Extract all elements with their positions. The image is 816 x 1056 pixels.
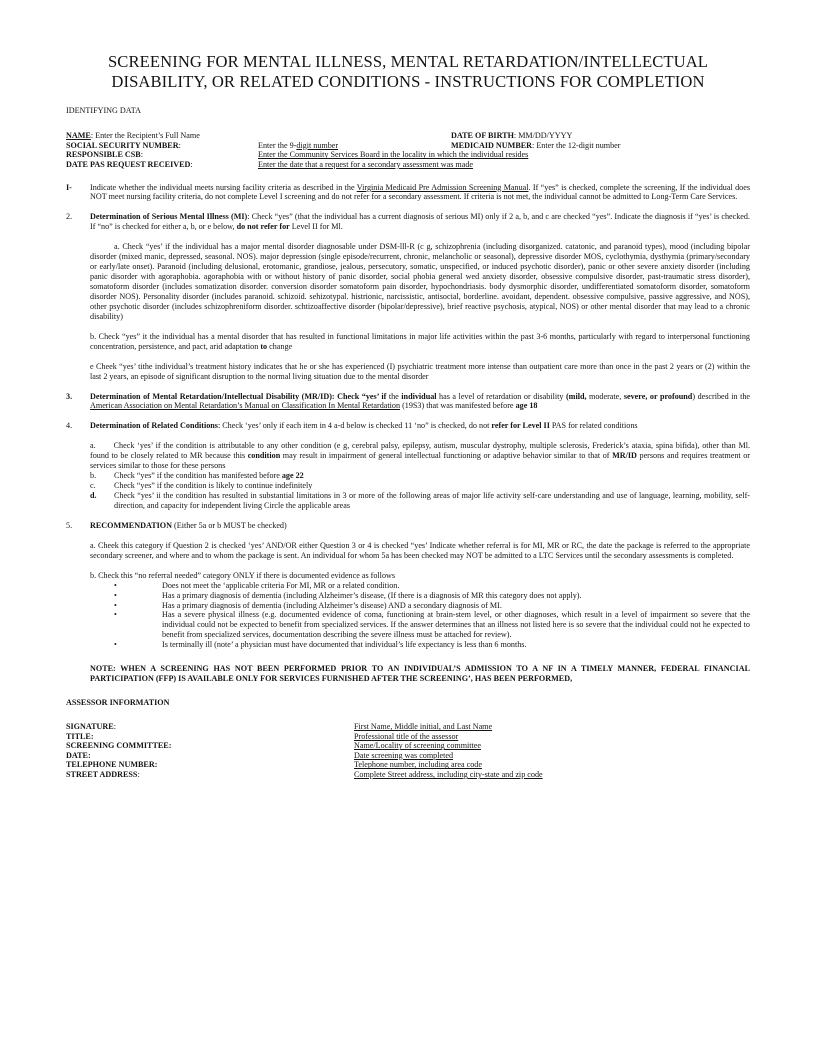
section-3-bold-3: severe, or profound	[623, 391, 693, 401]
section-2b-bold: to	[260, 341, 268, 351]
section-1-text-b: . If “yes” is checked, complete the screening, If the individual does NOT meet nursing facility criteria, do not complete Level I screening and do not refer for a secondary assessment. If criteria is not met, the individual cannot be admitted to Long-Term Care Services.	[90, 182, 750, 202]
pas-label-cell	[66, 160, 258, 170]
csb-value-cell	[258, 150, 750, 160]
pas-value-cell	[258, 160, 750, 170]
bullet-icon: •	[114, 600, 117, 610]
dob-cell	[451, 131, 750, 141]
table-row	[66, 770, 750, 780]
section-4-items	[90, 441, 750, 511]
address-colon: :	[137, 770, 140, 780]
ssn-text-1: Enter the 9-	[258, 140, 297, 150]
assessor-label	[66, 751, 354, 761]
dob-text: : MM/DD/YYYY	[513, 131, 573, 141]
table-row	[66, 751, 750, 761]
signature-value: First Name, Middle initial, and Last Name	[354, 722, 493, 732]
pas-manual-link: Virginia Medicaid Pre Admission Screening Manual	[356, 182, 529, 192]
assessor-label	[66, 741, 354, 751]
section-3-number: 3.	[66, 391, 73, 401]
section-4b	[90, 471, 750, 481]
section-5a: a. Cheek this category if Question 2 is checked ‘yes’ AND/OR either Question 3 or 4 is checked “yes’ Indicate whether referral is for MI, MR or RC, the date the package is referred to the appropriate secondary screener, and where and to whom the package is sent. An individual for whom 5a has been checked may NOT be admitted to a LTC Services until the secondary assessments is completed.	[90, 540, 750, 560]
section-4b-text	[114, 471, 750, 481]
section-4-heading: Determination of Related Conditions	[90, 421, 218, 431]
name-label: NAME	[66, 131, 91, 141]
list-item	[114, 640, 750, 650]
signature-label: SIGNATURE	[66, 722, 114, 732]
name-text: : Enter the Recipient’s Full Name	[90, 131, 200, 141]
list-item-text: Has a primary diagnosis of dementia (including Alzheimer’s disease, (If there is a diagnosis of MR this category does not apply).	[162, 590, 582, 600]
section-4c	[90, 481, 750, 491]
section-4a-bold: condition	[247, 451, 281, 461]
section-3-text-e: (19S3) that was manifested before	[400, 401, 516, 411]
section-4-text-a: : Check ‘yes’ only if each item in 4 a-d below is checked 11 ‘no” is checked, do not	[217, 421, 492, 431]
section-3-heading: Determination of Mental Retardation/Intellectual Disability (MR/ID): Check “yes’ if	[90, 391, 387, 401]
document-title	[66, 52, 750, 91]
section-4c-key: c.	[90, 481, 96, 491]
section-3-text-c: moderate,	[586, 391, 624, 401]
section-4-bold: refer for Level II	[491, 421, 550, 431]
ssn-value-cell	[258, 141, 451, 151]
list-item	[114, 610, 750, 640]
section-4a-text-b: may result in impairment of general intellectual functioning or adaptive behavior similar to that of	[280, 451, 613, 461]
table-row	[66, 732, 750, 742]
section-4a-bold-2: MR/ID	[612, 451, 637, 461]
section-4-text-b: PAS for related conditions	[549, 421, 638, 431]
bullet-icon: •	[114, 590, 117, 600]
committee-value: Name/Locality of screening committee	[354, 741, 482, 751]
title-line-1: SCREENING FOR MENTAL ILLNESS, MENTAL RETARDATION/INTELLECTUAL	[107, 52, 709, 71]
list-item	[114, 581, 750, 591]
list-item-text: Does not meet the ‘applicable criteria For MI, MR or a related condition.	[162, 580, 400, 590]
section-2b-text-b: change	[267, 341, 293, 351]
section-5-number: 5.	[66, 520, 73, 530]
section-2-text	[90, 212, 750, 232]
assessor-label	[66, 760, 354, 770]
section-4-number: 4.	[66, 421, 73, 431]
telephone-label: TELEPHONE NUMBER:	[66, 760, 158, 770]
section-4b-text-a: Check “yes” if the condition has manifested before	[114, 471, 282, 481]
bullet-icon: •	[114, 610, 117, 620]
section-4a	[90, 441, 750, 471]
section-2-text-a: : Check “yes” (that the individual has a current diagnosis of serious MI) only if 2 a, b, and c are checked “yes”. Indicate the diagnosis if “yes’ is checked. If “no” is checked for either a, b, or e below,	[90, 212, 750, 232]
section-3	[66, 392, 750, 412]
section-5-text-a: (Either 5a or b MUST be checked)	[172, 520, 287, 530]
section-3-text-a: the	[386, 391, 402, 401]
pas-text: Enter the date that a request for a secondary assessment was made	[258, 159, 474, 169]
medicaid-text: : Enter the 12-digit number	[532, 140, 621, 150]
aamr-manual-link: American Association on Mental Retardation’s Manual on Classification In Mental Retardation	[90, 401, 401, 411]
table-row	[66, 760, 750, 770]
section-2-number: 2.	[66, 212, 73, 222]
section-2-bold: do not refer for	[236, 222, 290, 232]
pas-label: DATE PAS REQUEST RECEIVED	[66, 159, 191, 169]
section-4c-text: Check “yes” if the condition is likely to continue indefinitely	[114, 481, 313, 491]
section-3-text-d: ) described in the	[692, 391, 750, 401]
bullet-icon: •	[114, 580, 117, 590]
section-4d	[90, 491, 750, 511]
list-item-text: Is terminally ill (note’ a physician must have documented that individual’s life expectancy is less than 6 months.	[162, 640, 527, 650]
ssn-text-2: digit number	[296, 140, 339, 150]
section-5-text	[90, 521, 750, 531]
list-item	[114, 601, 750, 611]
section-2-heading: Determination of Serious Mental Illness (MI)	[90, 212, 248, 222]
ssn-label-cell	[66, 141, 258, 151]
section-2a: a. Check “yes’ if the individual has a major mental disorder diagnosable under DSM-lll-R (c g, schizophrenia (including disorganized. catatonic, and paranoid types), mood (including bipolar disorder (mixed manic, depressed, seasonal. NOS). major depression (single episode/recurrent, chronic, melancholic or seasonal), depressive disorder MOS, cyclothymia, dysthymia (primary/secondary or early/late onset). Paranoid (including delusional, erotomanic, grandiose, jealous, persecutory, somatic, unspecified, or induced psychotic disorder), panic or other severe anxiety disorder (including panic disorder with agoraphobia. agoraphobia with or without history of panic disorder, social phobia general wed anxiety disorder, obsessive compulsive disorder, past-traumatic stress disorder), somatoform disorder (includes somatization disorder. conversion disorder somatoform pain disorder, hypochondriasis. body dysmorphic disorder, undifferentiated somatoform disorder, somatoform disorder NOS). Personality disorder (includes paranoid. schizoid. sehizotypal. histrionic, narcissistic, antisocial, borderline. avoidant, dependent. obsessive compulsive, passive aggressive, and NOS), other psychotic disorder (includes schizophreniform disorder. schtizoaffective disorder (bipolar/depressive), brief reactive psychosis, atypical, NOS) or other mental disorder that may lead to a chronic disability)	[90, 242, 750, 321]
list-item-text: Has a primary diagnosis of dementia (including Alzheimer’s disease) AND a secondary diagnosis of MI.	[162, 600, 502, 610]
bullet-icon: •	[114, 640, 117, 650]
ffp-note: NOTE: WHEN A SCREENING HAS NOT BEEN PERFORMED PRIOR TO AN INDIVIDUAL’S ADMISSION TO A NF IN A TIMELY MANNER, FEDERAL FINANCIAL PARTICIPATION (FFP) IS AVAILABLE ONLY FOR SERVICES FURNISHED AFTER THE SCREENING’, HAS BEEN PERFORMED,	[90, 664, 750, 684]
identifying-data-table	[66, 131, 750, 169]
section-1-number: I-	[66, 182, 72, 192]
section-2b	[90, 332, 750, 352]
section-1-text-a: Indicate whether the individual meets nursing facility criteria as described in the	[90, 182, 357, 192]
csb-text: Enter the Community Services Board in the locality in which the individual resides	[258, 150, 529, 160]
title-label: TITLE:	[66, 731, 94, 741]
section-2b-text-a: b. Check “yes” it the individual has a mental disorder that has resulted in functional limitations in major life activities within the past 3-6 months, particularly with regard to interpersonal functioning concentration, persistence, and pact, arid adaptation	[90, 331, 750, 351]
section-4a-text-a: Check ‘yes’ if the condition is attributable to any other condition (e g, cerebral palsy, epilepsy, autism, muscular dystrophy, multiple sclerosis, Frederick’s ataxia, spina bifida), other than Ml. found to be closely related to MR because this	[90, 441, 750, 461]
title-value: Professional title of the assessor	[354, 731, 459, 741]
pas-colon: :	[190, 159, 193, 169]
section-3-text	[90, 392, 750, 412]
assessor-info-table	[66, 722, 750, 780]
list-item-text: Has a severe physical illness (e.g. documented evidence of coma, functioning at brain-stem level, or other diagnoses, which result in a level of impairment so severe that the individual could not be expected to benefit from specialized services. If the answer determines that an illness not listed here is so severe that the individual could not he expected to benefit from specialized services, documentation describing the severe illness must be attached for review).	[162, 610, 750, 640]
section-2c: e Cheek “yes’ tithe individual’s treatment history indicates that he or she has experienced (I) psychiatric treatment more intense than outpatient care more than once in the past 2 years or (2) within the last 2 years, an episode of significant disruption to the normal living situation due to the mental disorder	[90, 361, 750, 381]
address-value: Complete Street address, including city-state and zip code	[354, 770, 543, 780]
committee-label: SCREENING COMMITTEE:	[66, 741, 172, 751]
medicaid-cell	[451, 141, 750, 151]
section-1-text	[90, 183, 750, 203]
date-value: Date screening was completed	[354, 750, 454, 760]
section-4	[66, 421, 750, 431]
assessor-label	[66, 722, 354, 732]
section-4-text	[90, 421, 750, 431]
section-5b-bullet-list	[66, 581, 750, 651]
dob-label: DATE OF BIRTH	[451, 131, 514, 141]
title-line-2: DISABILITY, OR RELATED CONDITIONS - INSTRUCTIONS FOR COMPLETION	[111, 71, 705, 91]
section-3-bold-1: individual	[401, 391, 437, 401]
section-5b: b. Check this “no referral needed” category ONLY if there is documented evidence as follows	[90, 570, 396, 580]
medicaid-label: MEDICAID NUMBER	[451, 140, 533, 150]
section-4b-bold: age 22	[281, 471, 304, 481]
csb-colon: :	[140, 150, 143, 160]
section-3-text-b: has a level of retardation or disability	[436, 391, 566, 401]
section-2-text-b: Level II for Ml.	[289, 222, 343, 232]
list-item	[114, 591, 750, 601]
ssn-label: SOCIAL SECURITY NUMBER	[66, 140, 179, 150]
section-4b-key: b.	[90, 471, 97, 481]
table-row	[66, 722, 750, 732]
assessor-label	[66, 770, 354, 780]
identifying-heading: IDENTIFYING DATA	[66, 106, 141, 116]
section-4a-key: a.	[90, 441, 96, 451]
csb-label-cell	[66, 150, 258, 160]
section-3-bold-4: age 18	[515, 401, 538, 411]
date-label: DATE:	[66, 750, 91, 760]
name-cell	[66, 131, 451, 141]
section-2	[66, 212, 750, 232]
table-row	[66, 741, 750, 751]
assessor-heading: ASSESSOR INFORMATION	[66, 698, 170, 708]
signature-colon: :	[113, 722, 116, 732]
section-5	[66, 521, 750, 531]
csb-label: RESPONSIBLE CSB	[66, 150, 141, 160]
section-5-heading: RECOMMENDATION	[90, 520, 172, 530]
telephone-value: Telephone number, including area code	[354, 760, 482, 770]
ssn-colon: :	[178, 140, 181, 150]
section-4d-key: d.	[90, 491, 97, 501]
address-label: STREET ADDRESS	[66, 770, 138, 780]
section-4a-text-c: persons and requires treatment or services similar to those for these persons	[90, 451, 750, 471]
section-4d-text: Check “yes’ ii the condition has resulted in substantial limitations in 3 or more of the following areas of major life activity self-care understanding and use of language, learning, mobility, self-direction, and capacity for independent living Circle the applicable areas	[114, 491, 750, 510]
section-3-bold-2: (mild,	[565, 391, 587, 401]
assessor-label	[66, 732, 354, 742]
section-1	[66, 183, 750, 203]
